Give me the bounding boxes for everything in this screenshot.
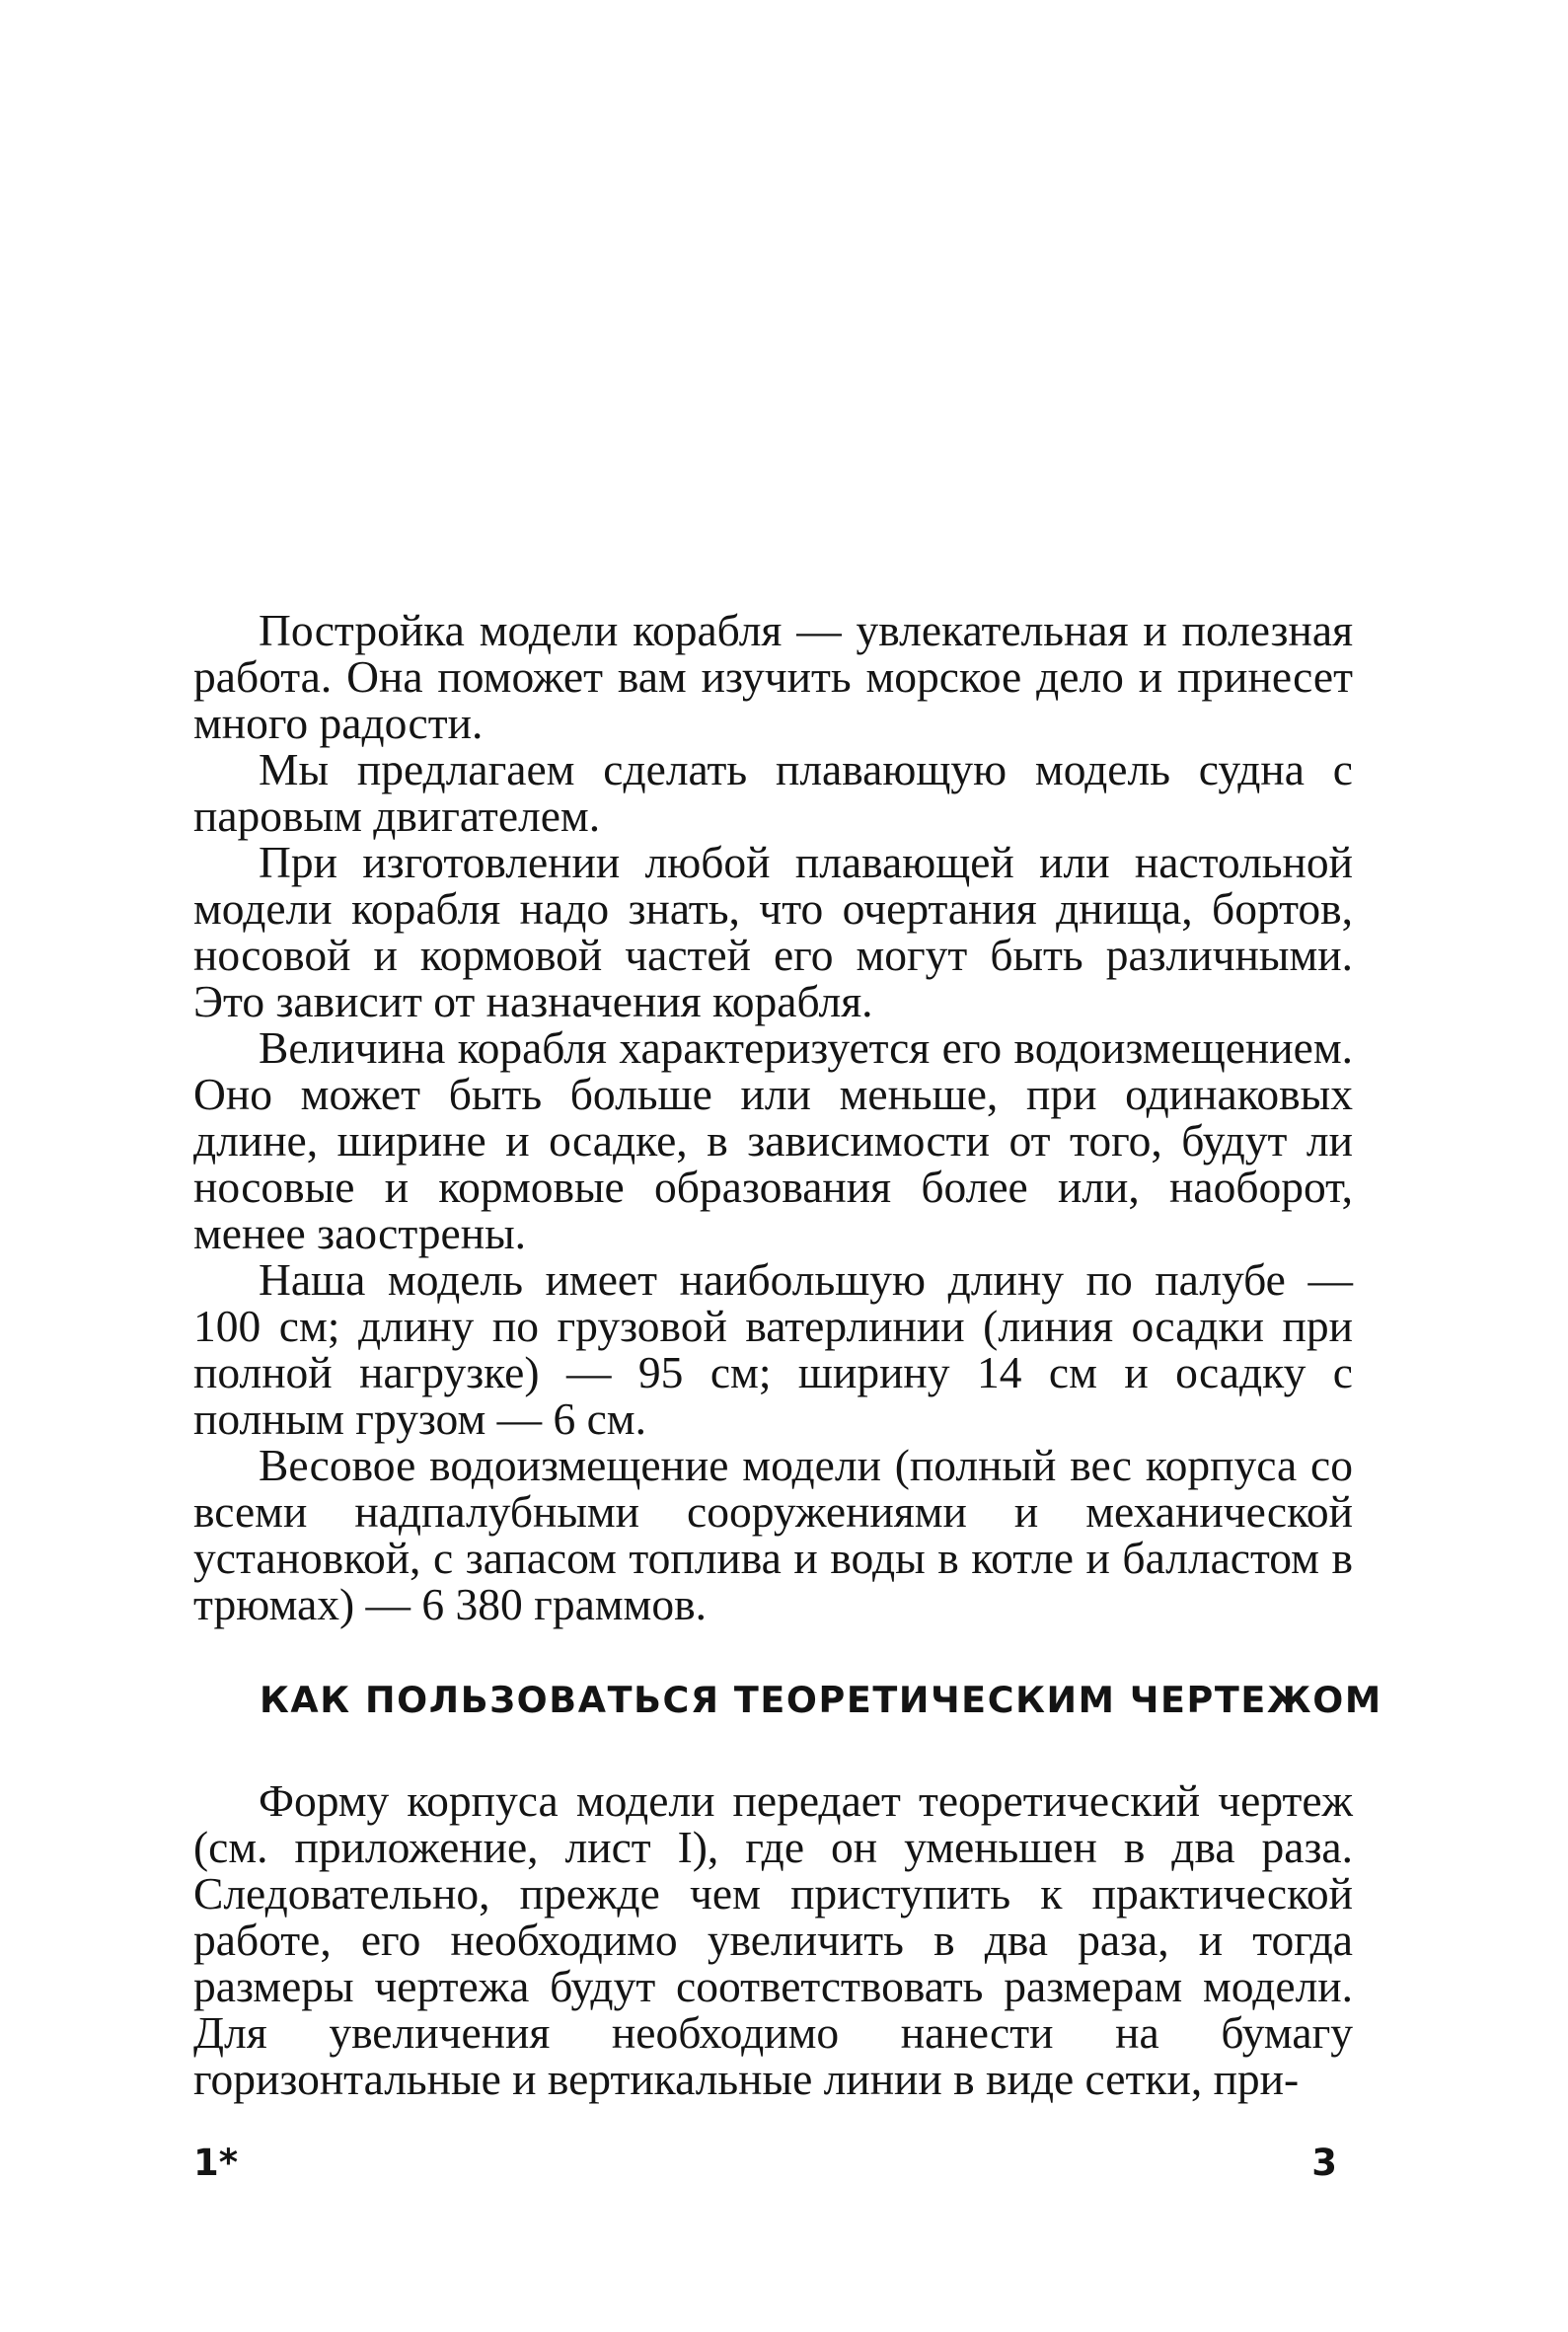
paragraph: При изготовлении любой плавающей или настольной модели корабля надо знать, что очертания днища, бортов, носовой и кормовой частей его могут быть различными. Это зависит от назначения корабля. (193, 837, 1353, 1026)
paragraph: Мы предлагаем сделать плавающую модель судна с паровым двигателем. (193, 744, 1353, 841)
paragraph: Величина корабля характеризуется его водоизмещением. Оно может быть больше или меньше, при одинаковых длине, ширине и осадке, в зависимости от того, будут ли носовые и кормовые образования более или, наоборот, менее заострены. (193, 1022, 1353, 1258)
paragraph: Форму корпуса модели передает теоретический чертеж (см. приложение, лист I), где он уменьшен в два раза. Следовательно, прежде чем приступить к практической работе, его необходимо увеличить в два раза, и тогда размеры чертежа будут соответствовать размерам модели. Для увеличения необходимо нанести на бумагу горизонтальные и вертикальные линии в виде сетки, при- (193, 1775, 1353, 2104)
section-text (193, 1777, 1353, 2102)
intro-text (193, 607, 1353, 1627)
signature-mark: 1* (193, 2142, 239, 2184)
paragraph: Постройка модели корабля — увлекательная и полезная работа. Она поможет вам изучить морское дело и принесет много радости. (193, 605, 1353, 748)
page-number: 3 (1311, 2142, 1337, 2184)
paragraph: Наша модель имеет наибольшую длину по палубе — 100 см; длину по грузовой ватерлинии (линия осадки при полной нагрузке) — 95 см; ширину 14 см и осадку с полным грузом — 6 см. (193, 1254, 1353, 1444)
paragraph: Весовое водоизмещение модели (полный вес корпуса со всеми надпалубными сооружениями и механической установкой, с запасом топлива и воды в котле и балластом в трюмах) — 6 380 граммов. (193, 1440, 1353, 1629)
section-heading: КАК ПОЛЬЗОВАТЬСЯ ТЕОРЕТИЧЕСКИМ ЧЕРТЕЖОМ (260, 1679, 1382, 1721)
